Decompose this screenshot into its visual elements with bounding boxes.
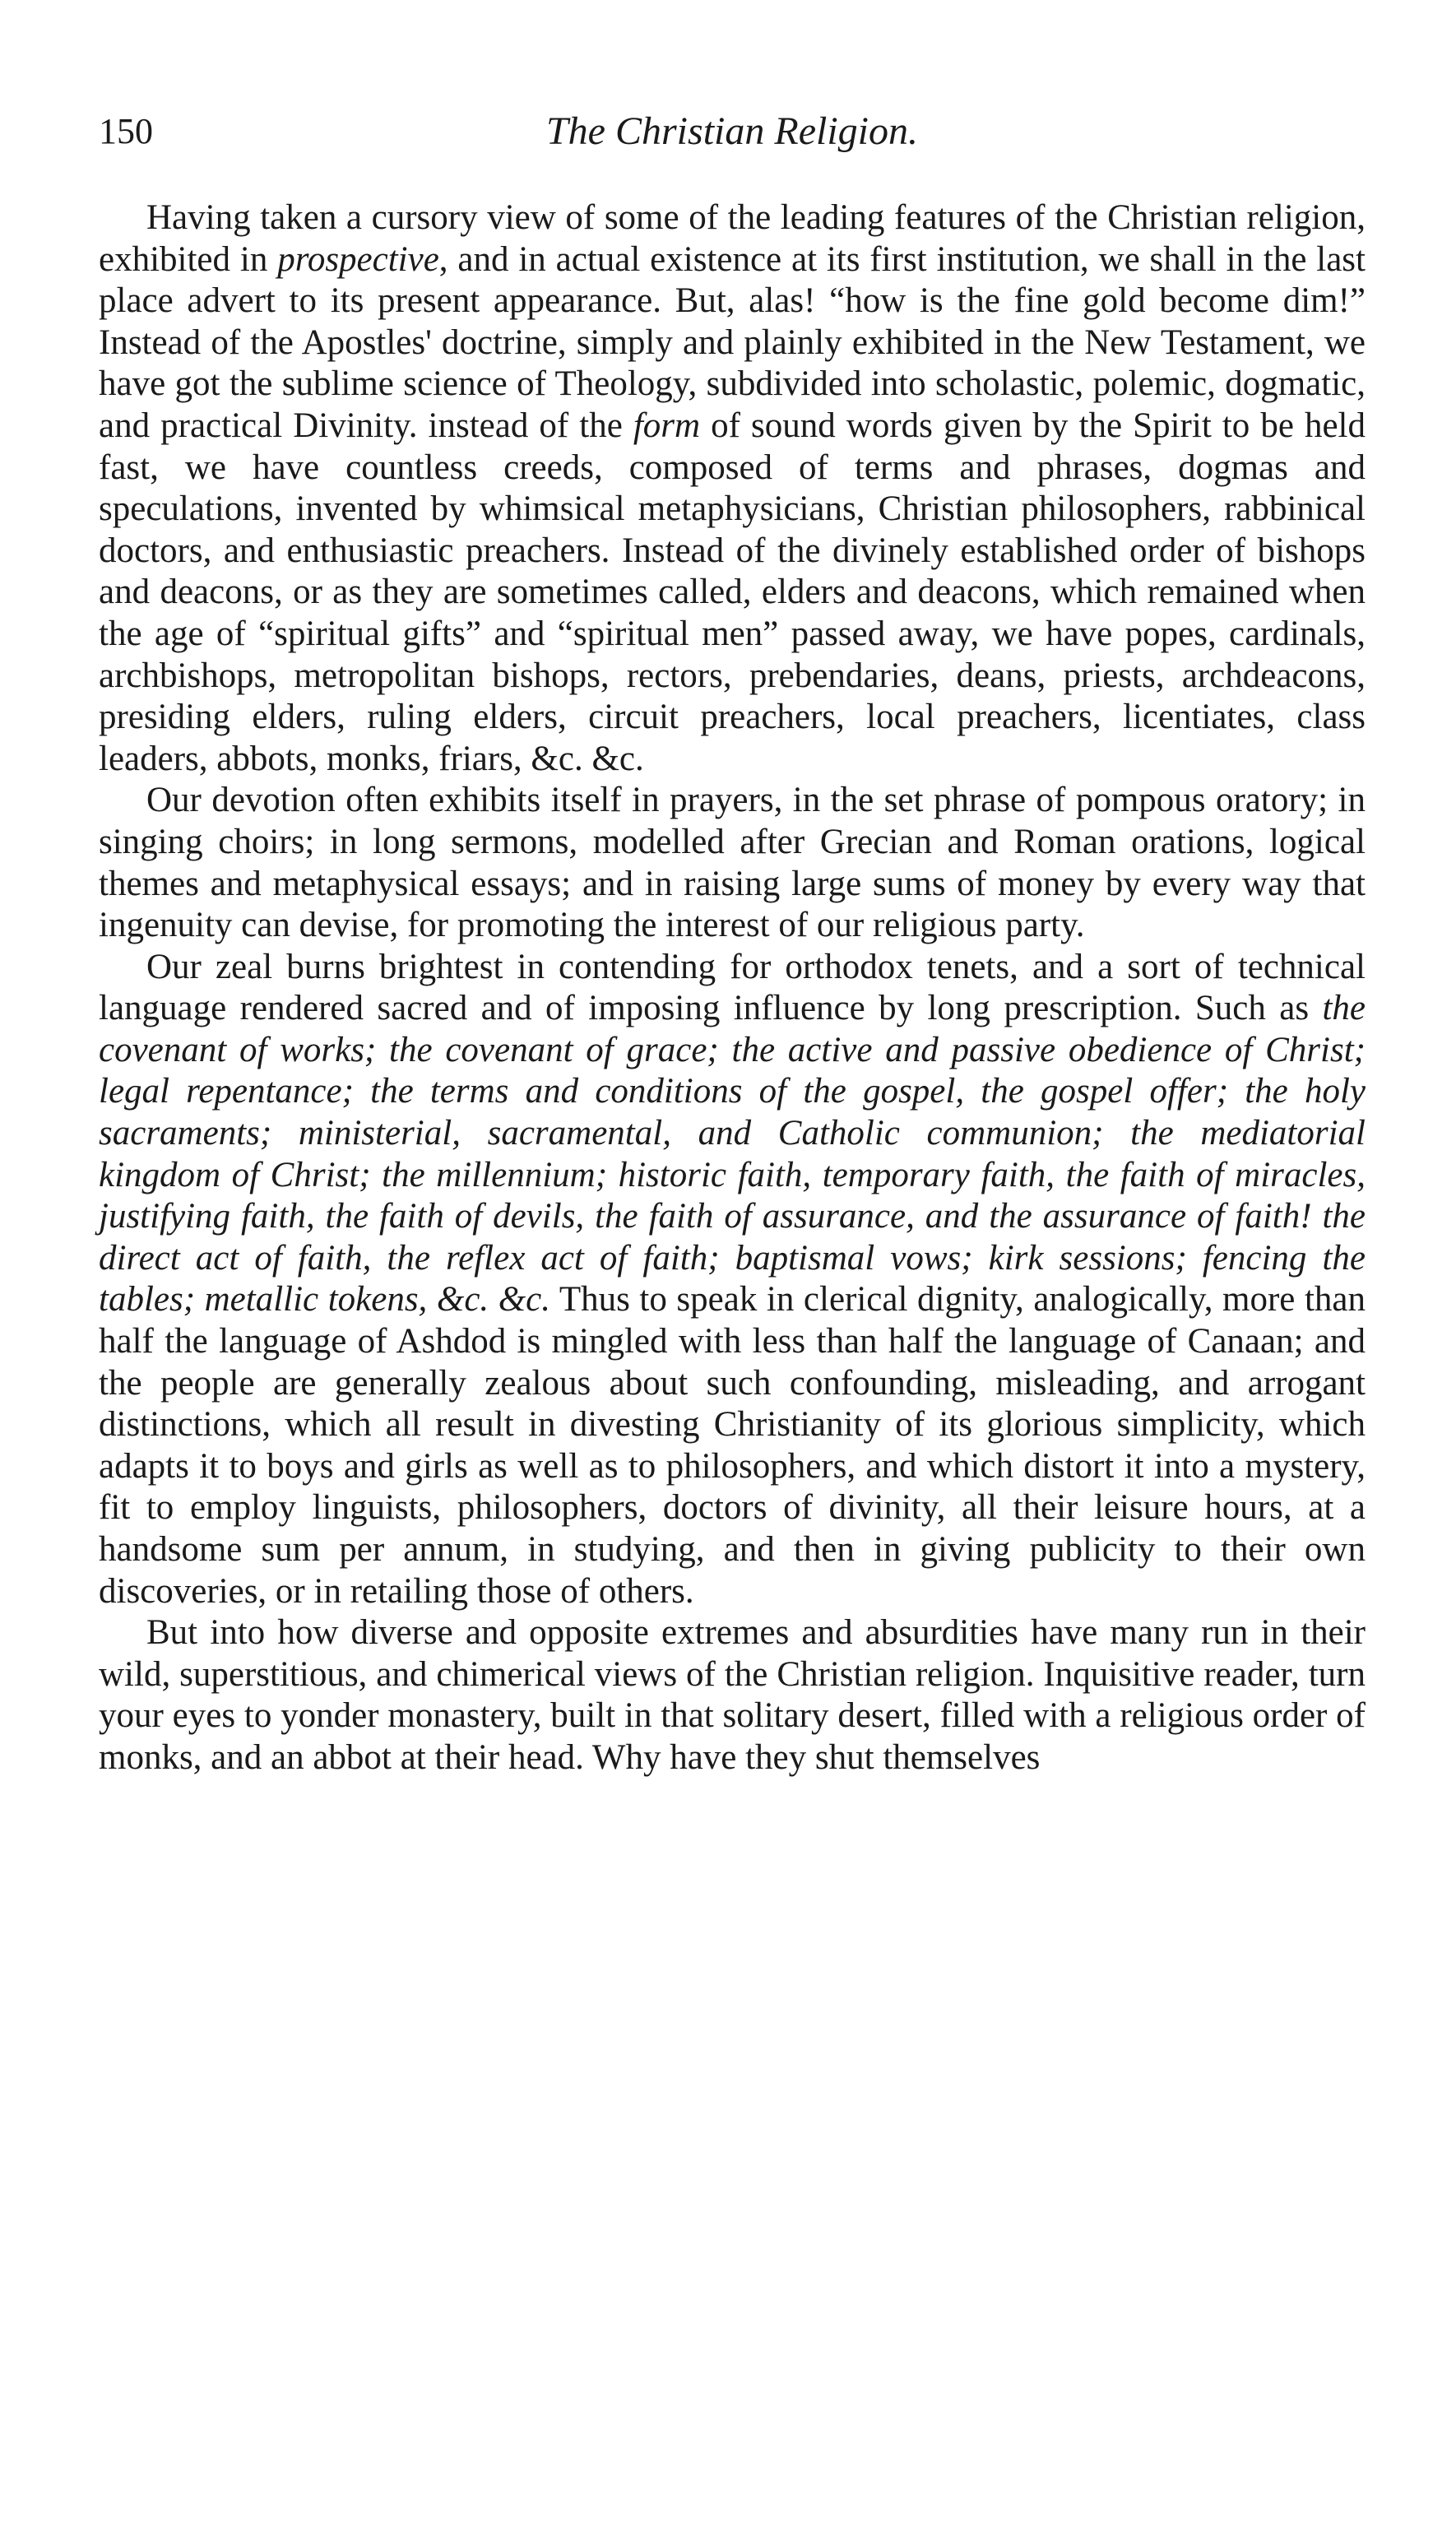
text-run: , and in actual existence at its first institution, we shall in the last place advert to its present appearance. But, alas! “how is the fine gold become dim!” Instead of the Apostles' doctrine, simply and plainly exhibited in the New Testament, we have got the sublime science of Theology, subdivided into scholastic, polemic, dogmatic, and practical Divinity. instead of the [99,239,1366,445]
italic-text: prospective [277,239,439,279]
text-run: But into how diverse and opposite extremes and absurdities have many run in their wild, superstitious, and chimerical views of the Christian religion. Inquisitive reader, turn your eyes to yonder monastery, built in that solitary desert, filled with a religious order of monks, and an abbot at their head. Why have they shut themselves [99,1613,1366,1777]
paragraph [99,780,1366,946]
text-run: Having taken a cursory view of some of the leading features of the Christian religion, exhibited in [99,198,1366,279]
text-run: Our zeal burns brightest in contending for orthodox tenets, and a sort of technical language rendered sacred and of imposing influence by long prescription. Such as [99,947,1366,1028]
text-run: of sound words given by the Spirit to be held fast, we have countless creeds, composed of terms and phrases, dogmas and speculations, invented by whimsical metaphysicians, Christian philosophers, rabbinical doctors, and enthusiastic preachers. Instead of the divinely established order of bishops and deacons, or as they are sometimes called, elders and deacons, which remained when the age of “spiritual gifts” and “spiritual men” passed away, we have popes, cardinals, archbishops, metropolitan bishops, rectors, prebendaries, deans, priests, archdeacons, presiding elders, ruling elders, circuit preachers, local preachers, licentiates, class leaders, abbots, monks, friars, &c. &c. [99,406,1366,778]
italic-text: form [633,406,701,445]
paragraph [99,1612,1366,1779]
text-run: Our devotion often exhibits itself in prayers, in the set phrase of pompous oratory; in singing choirs; in long sermons, modelled after Grecian and Roman orations, logical themes and metaphysical essays; and in raising large sums of money by every way that ingenuity can devise, for promoting the interest of our religious party. [99,781,1366,945]
page-number: 150 [99,111,153,151]
page-header [99,107,1366,165]
running-title: The Christian Religion. [545,109,918,153]
italic-text: the covenant of works; the covenant of grace; the active and passive obedience of Christ; legal repentance; the terms and conditions of the gospel, the gospel offer; the holy sacraments; ministerial, sacramental, and Catholic communion; the mediatorial kingdom of Christ; the millennium; historic faith, temporary faith, the faith of miracles, justifying faith, the faith of devils, the faith of assurance, and the assurance of faith! the direct act of faith, the reflex act of faith; baptismal vows; kirk sessions; fencing the tables; metallic tokens, &c. &c. [99,989,1366,1319]
text-run: Thus to speak in clerical dignity, analogically, more than half the language of Ashdod is mingled with less than half the language of Canaan; and the people are generally zealous about such confounding, misleading, and arrogant distinctions, which all result in divesting Christianity of its glorious simplicity, which adapts it to boys and girls as well as to philosophers, and which distort it into a mystery, fit to employ linguists, philosophers, doctors of divinity, all their leisure hours, at a handsome sum per annum, in studying, and then in giving publicity to their own discoveries, or in retailing those of others. [99,1280,1366,1611]
paragraph [99,197,1366,780]
body-text [99,197,1366,1779]
paragraph [99,947,1366,1613]
